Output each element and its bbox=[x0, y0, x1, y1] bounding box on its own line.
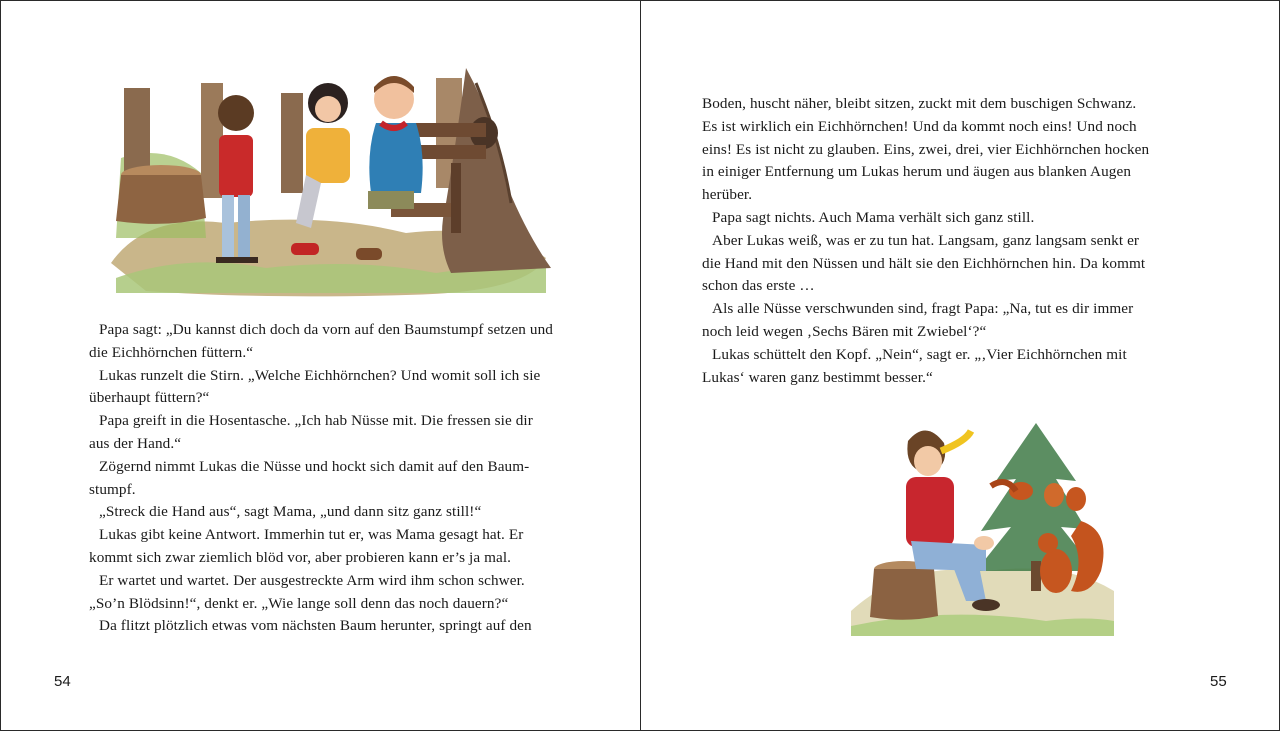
text-line: Lukas gibt keine Antwort. Immerhin tut er, was Mama gesagt hat. Er bbox=[99, 526, 524, 544]
text-line: aus der Hand.“ bbox=[89, 434, 182, 452]
text-line: „Streck die Hand aus“, sagt Mama, „und dann sitz ganz still!“ bbox=[99, 503, 482, 521]
text-line: „So’n Blödsinn!“, denkt er. „Wie lange soll denn das noch dauern?“ bbox=[89, 594, 509, 612]
text-line: Boden, huscht näher, bleibt sitzen, zuckt mit dem buschigen Schwanz. bbox=[702, 95, 1137, 112]
text-line: Papa greift in die Hosentasche. „Ich hab Nüsse mit. Die fressen sie dir bbox=[99, 412, 533, 430]
text-line: Da flitzt plötzlich etwas vom nächsten Baum herunter, springt auf den bbox=[99, 617, 532, 635]
boy-feeding-squirrels-illustration bbox=[846, 421, 1116, 639]
text-line: Aber Lukas weiß, was er zu tun hat. Langsam, ganz langsam senkt er bbox=[712, 231, 1140, 249]
text-line: Papa sagt nichts. Auch Mama verhält sich ganz still. bbox=[712, 208, 1035, 226]
text-line: Papa sagt: „Du kannst dich doch da vorn auf den Baumstumpf setzen und bbox=[99, 321, 553, 338]
left-page-text bbox=[89, 319, 553, 638]
text-line: herüber. bbox=[702, 186, 753, 204]
right-page bbox=[641, 1, 1280, 730]
text-line: in einiger Entfernung um Lukas herum und äugen aus blanken Augen bbox=[702, 163, 1132, 181]
family-on-bench-illustration bbox=[106, 63, 556, 301]
text-line: stumpf. bbox=[89, 480, 136, 498]
text-line: Er wartet und wartet. Der ausgestreckte Arm wird ihm schon schwer. bbox=[99, 571, 525, 589]
page-number-left: 54 bbox=[54, 673, 71, 690]
text-line: Es ist wirklich ein Eichhörnchen! Und da kommt noch eins! Und noch bbox=[702, 117, 1137, 135]
text-line: die Eichhörnchen füttern.“ bbox=[89, 343, 254, 361]
text-line: schon das erste … bbox=[702, 277, 815, 295]
text-line: Zögernd nimmt Lukas die Nüsse und hockt sich damit auf den Baum- bbox=[99, 457, 530, 475]
text-line: eins! Es ist nicht zu glauben. Eins, zwei, drei, vier Eichhörnchen hocken bbox=[702, 140, 1150, 158]
text-line: Als alle Nüsse verschwunden sind, fragt Papa: „Na, tut es dir immer bbox=[712, 300, 1134, 318]
text-line: Lukas runzelt die Stirn. „Welche Eichhörnchen? Und womit soll ich sie bbox=[99, 366, 541, 384]
text-line: noch leid wegen ‚Sechs Bären mit Zwiebel‘?“ bbox=[702, 322, 987, 340]
text-line: die Hand mit den Nüssen und hält sie den Eichhörnchen hin. Da kommt bbox=[702, 254, 1146, 272]
right-page-text bbox=[702, 93, 1149, 389]
text-line: kommt sich zwar ziemlich blöd vor, aber probieren kann er’s ja mal. bbox=[89, 548, 512, 566]
text-line: Lukas‘ waren ganz bestimmt besser.“ bbox=[702, 368, 933, 386]
text-line: überhaupt füttern?“ bbox=[89, 389, 210, 407]
text-line: Lukas schüttelt den Kopf. „Nein“, sagt er. „‚Vier Eichhörnchen mit bbox=[712, 345, 1127, 363]
page-number-right: 55 bbox=[1210, 673, 1227, 690]
left-page bbox=[1, 1, 640, 730]
